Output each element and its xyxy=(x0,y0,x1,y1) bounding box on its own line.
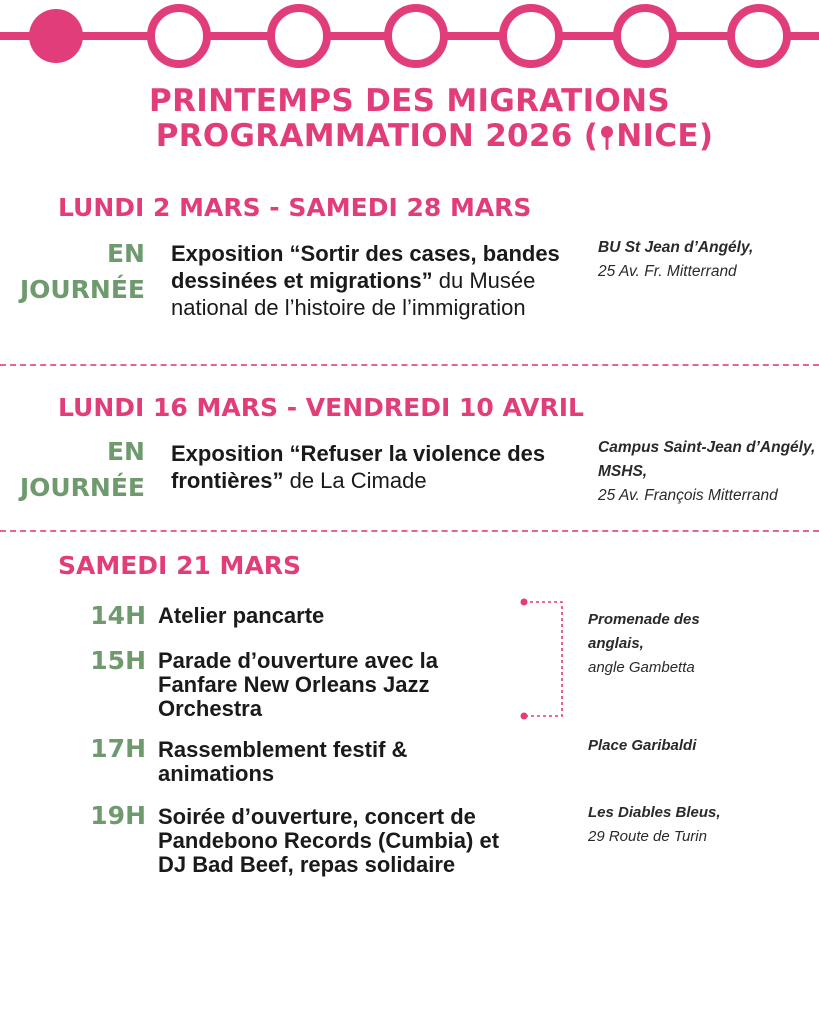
section-1-event xyxy=(171,240,581,321)
timeline-dot xyxy=(731,8,787,64)
location-bracket xyxy=(518,596,568,722)
section-1-when xyxy=(0,236,145,308)
timeline-dot xyxy=(151,8,207,64)
section-2-date: LUNDI 16 MARS - VENDREDI 10 AVRIL xyxy=(58,393,584,422)
place-name: Place Garibaldi xyxy=(588,737,697,754)
place-address: 25 Av. François Mitterrand xyxy=(598,487,778,504)
event-title: Exposition “Sortir des cases, bandes dessinées et migrations” xyxy=(171,241,560,293)
schedule-activity: Rassemblement festif & animations xyxy=(158,737,408,786)
place-name: BU St Jean d’Angély, xyxy=(598,239,754,256)
event-title: Exposition “Refuser la violence des frontières” xyxy=(171,441,546,493)
schedule-hour: 19H xyxy=(90,801,146,830)
place-diables-bleus xyxy=(588,801,808,849)
timeline-dot-active xyxy=(29,9,83,63)
schedule-hour: 14H xyxy=(90,601,146,630)
timeline-dot xyxy=(271,8,327,64)
place-address: 29 Route de Turin xyxy=(588,828,707,845)
title-line-1: PRINTEMPS DES MIGRATIONS xyxy=(149,83,670,119)
when-line-2: JOURNÉE xyxy=(19,473,145,502)
section-3-date: SAMEDI 21 MARS xyxy=(58,551,302,580)
place-address: angle Gambetta xyxy=(588,659,695,676)
timeline-dot xyxy=(503,8,559,64)
place-garibaldi xyxy=(588,734,808,758)
timeline-dot xyxy=(388,8,444,64)
place-name: Promenade des anglais, xyxy=(588,611,700,652)
section-2-place xyxy=(598,436,818,508)
title-line-2-prefix: PROGRAMMATION 2026 ( xyxy=(155,118,599,154)
title-line-2 xyxy=(50,119,819,154)
section-2-event xyxy=(171,440,581,494)
title-line-2-suffix: NICE) xyxy=(616,118,714,154)
event-detail: du Musée national de l’histoire de l’immigration xyxy=(171,268,536,320)
event-detail: de La Cimade xyxy=(283,468,427,493)
schedule-activity: Atelier pancarte xyxy=(158,603,325,628)
section-1-date: LUNDI 2 MARS - SAMEDI 28 MARS xyxy=(58,193,532,222)
when-line-1: EN xyxy=(106,437,145,466)
section-1-place xyxy=(598,236,818,284)
schedule-activity: Soirée d’ouverture, concert de Pandebono Records (Cumbia) et DJ Bad Beef, repas solidaire xyxy=(158,804,500,877)
page-title xyxy=(0,84,819,154)
section-2-when xyxy=(0,434,145,506)
location-pin-icon xyxy=(600,124,614,152)
schedule-hour: 15H xyxy=(90,646,146,675)
timeline-dot xyxy=(617,8,673,64)
section-divider xyxy=(0,530,819,532)
place-name: Campus Saint-Jean d’Angély, MSHS, xyxy=(598,439,816,480)
progress-timeline xyxy=(0,0,819,80)
when-line-1: EN xyxy=(106,239,145,268)
place-promenade xyxy=(588,608,808,680)
place-name: Les Diables Bleus, xyxy=(588,804,721,821)
schedule-activity: Parade d’ouverture avec la Fanfare New Orleans Jazz Orchestra xyxy=(158,648,439,721)
when-line-2: JOURNÉE xyxy=(19,275,145,304)
place-address: 25 Av. Fr. Mitterrand xyxy=(598,263,737,280)
schedule-hour: 17H xyxy=(90,734,146,763)
section-divider xyxy=(0,364,819,366)
